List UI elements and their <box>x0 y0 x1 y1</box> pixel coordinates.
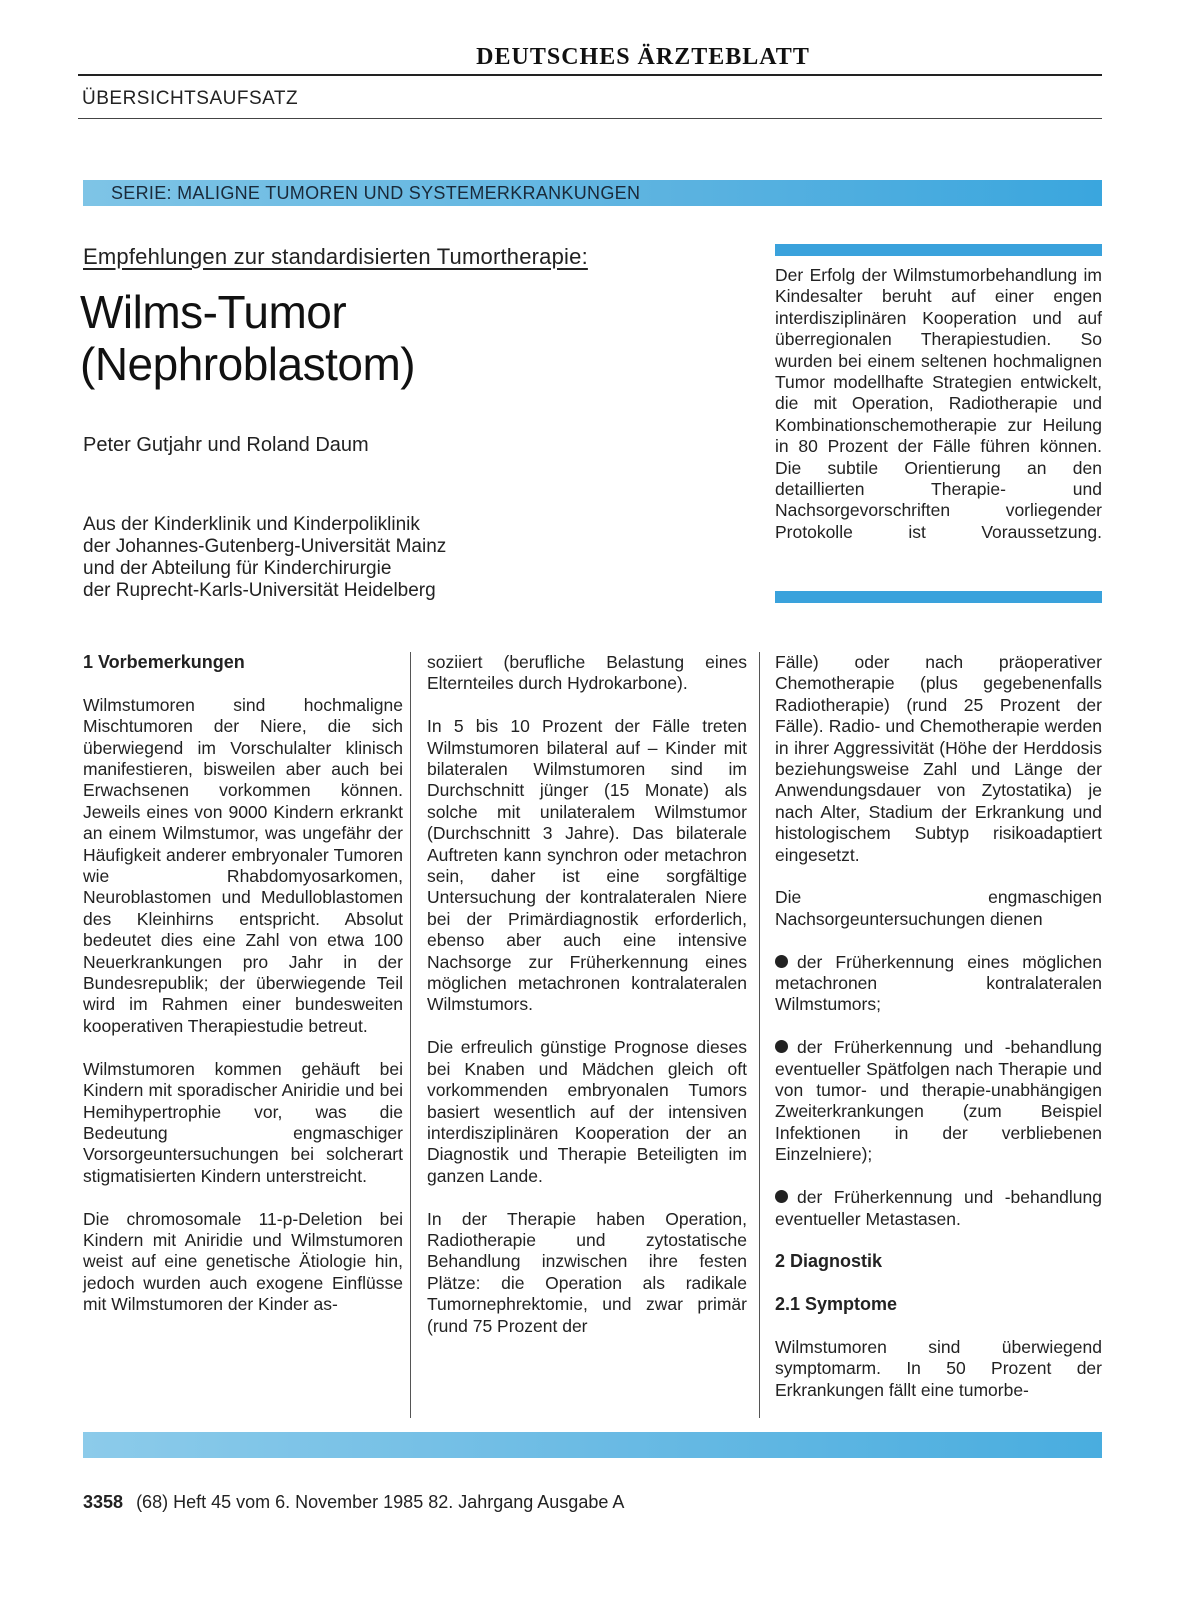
bullet-item <box>775 1037 1102 1165</box>
article-title <box>80 286 720 390</box>
paragraph: Die chromosomale 11-p-Deletion bei Kindern mit Aniridie und Wilmstumoren weist auf eine genetische Ätiologie hin, jedoch wurden auch exogene Einflüsse mit Wilmstumoren der Kinder as- <box>83 1208 403 1315</box>
section-divider <box>78 118 1102 119</box>
paragraph: Wilmstumoren sind überwiegend symptomarm. In 50 Prozent der Erkrankungen fällt eine tumorbe- <box>775 1336 1102 1400</box>
abstract-top-bar <box>775 244 1102 256</box>
bottom-banner <box>83 1432 1102 1458</box>
bullet-text: der Früherkennung und -behandlung eventueller Spätfolgen nach Therapie und von tumor- und therapie-unabhängigen Zweiterkrankungen (zum Beispiel Infektionen in der verbliebenen Einzelniere); <box>775 1037 1102 1165</box>
affiliation-line: der Ruprecht-Karls-Universität Heidelberg <box>83 580 436 601</box>
series-banner <box>83 180 1102 206</box>
affiliation-line: Aus der Kinderklinik und Kinderpoliklinik <box>83 514 420 535</box>
paragraph: In der Therapie haben Operation, Radiotherapie und zytostatische Behandlung inzwischen ihre festen Plätze: die Operation als radikale Tumornephrektomie, und zwar primär (rund 75 Prozent der <box>427 1208 747 1336</box>
article-title-line-1: Wilms-Tumor <box>80 286 347 338</box>
page-footer <box>83 1492 624 1513</box>
heading-symptome: 2.1 Symptome <box>775 1294 898 1315</box>
affiliation-line: der Johannes-Gutenberg-Universität Mainz <box>83 536 447 557</box>
masthead <box>78 44 1102 76</box>
column-1 <box>83 652 403 1422</box>
paragraph: Wilmstumoren sind hochmaligne Mischtumoren der Niere, die sich überwiegend im Vorschulalter klinisch manifestieren, bisweilen aber auch bei Erwachsenen vorkommen können. Jeweils eines von 9000 Kindern erkrankt an einem Wilmstumor, was ungefähr der Häufigkeit anderer embryonaler Tumoren wie Rhabdomyosarkomen, Neuroblastomen und Medulloblastomen des Kleinhirns entspricht. Absolut bedeutet dies eine Zahl von etwa 100 Neuerkrankungen pro Jahr in der Bundesrepublik; der überwiegende Teil wird im Rahmen einer bundesweiten kooperativen Therapiestudie betreut. <box>83 694 403 1036</box>
issue-info: (68) Heft 45 vom 6. November 1985 82. Jahrgang Ausgabe A <box>136 1492 625 1512</box>
column-3 <box>775 652 1102 1422</box>
column-divider <box>410 652 411 1418</box>
bullet-icon <box>775 1040 788 1053</box>
section-label: ÜBERSICHTSAUFSATZ <box>82 88 299 109</box>
article-subtitle: Empfehlungen zur standardisierten Tumortherapie: <box>83 244 588 269</box>
bullet-text: der Früherkennung eines möglichen metachronen kontralateralen Wilmstumors; <box>775 951 1102 1015</box>
bullet-text: der Früherkennung und -behandlung eventueller Metastasen. <box>775 1187 1102 1229</box>
paragraph: In 5 bis 10 Prozent der Fälle treten Wilmstumoren bilateral auf – Kinder mit bilateralen Wilmstumoren sind im Durchschnitt jünger (15 Monate) als solche mit unilateralem Wilmstumor (Durchschnitt 3 Jahre). Das bilaterale Auftreten kann synchron oder metachron sein, daher ist eine sorgfältige Untersuchung der kontralateralen Niere bei der Primärdiagnostik erforderlich, ebenso aber auch eine intensive Nachsorge zur Früherkennung eines möglichen metachronen kontralateralen Wilmstumors. <box>427 716 747 1015</box>
column-divider <box>759 652 760 1418</box>
paragraph: Die engmaschigen Nachsorgeuntersuchungen dienen <box>775 887 1102 929</box>
journal-title: DEUTSCHES ÄRZTEBLATT <box>476 44 810 70</box>
series-label: SERIE: MALIGNE TUMOREN UND SYSTEMERKRANKUNGEN <box>111 183 641 203</box>
bullet-item <box>775 952 1102 1016</box>
abstract: Der Erfolg der Wilmstumorbehandlung im Kindesalter beruht auf einer engen interdisziplinären Kooperation und auf überregionalen Therapiestudien. So wurden bei einem seltenen hochmalignen Tumor modellhafte Strategien entwickelt, die mit Operation, Radiotherapie und Kombinationschemotherapie zur Heilung in 80 Prozent der Fälle führen können. Die subtile Orientierung an den detaillierten Therapie- und Nachsorgevorschriften vorliegender Protokolle ist Voraussetzung. <box>775 265 1102 542</box>
bullet-icon <box>775 1190 788 1203</box>
paragraph: Fälle) oder nach präoperativer Chemotherapie (plus gegebenenfalls Radiotherapie) (rund 25 Prozent der Fälle). Radio- und Chemotherapie werden in ihrer Aggressivität (Höhe der Herddosis beziehungsweise Zahl und Länge der Anwendungsdauer von Zytostatika) je nach Alter, Stadium der Erkrankung und histologischem Subtyp risikoadaptiert eingesetzt. <box>775 652 1102 865</box>
column-2 <box>427 652 747 1422</box>
bullet-icon <box>775 955 788 968</box>
abstract-bottom-bar <box>775 591 1102 603</box>
paragraph: Wilmstumoren kommen gehäuft bei Kindern mit sporadischer Aniridie und bei Hemihypertrophie vor, was die Bedeutung engmaschiger Vorsorgeuntersuchungen bei solcherart stigmatisierten Kindern unterstreicht. <box>83 1058 403 1186</box>
bullet-item <box>775 1187 1102 1230</box>
affiliation-line: und der Abteilung für Kinderchirurgie <box>83 558 392 579</box>
heading-vorbemerkungen: 1 Vorbemerkungen <box>83 652 245 672</box>
paragraph: Die erfreulich günstige Prognose dieses bei Knaben und Mädchen gleich oft vorkommenden embryonalen Tumors basiert wesentlich auf der intensiven interdisziplinären Kooperation der an Diagnostik und Therapie Beteiligten im ganzen Lande. <box>427 1037 747 1186</box>
paragraph: soziiert (berufliche Belastung eines Elternteiles durch Hydrokarbone). <box>427 652 747 694</box>
heading-diagnostik: 2 Diagnostik <box>775 1251 883 1272</box>
affiliation <box>83 514 643 602</box>
article-title-line-2: (Nephroblastom) <box>80 338 416 390</box>
authors: Peter Gutjahr und Roland Daum <box>83 434 369 456</box>
page-number: 3358 <box>83 1492 124 1512</box>
